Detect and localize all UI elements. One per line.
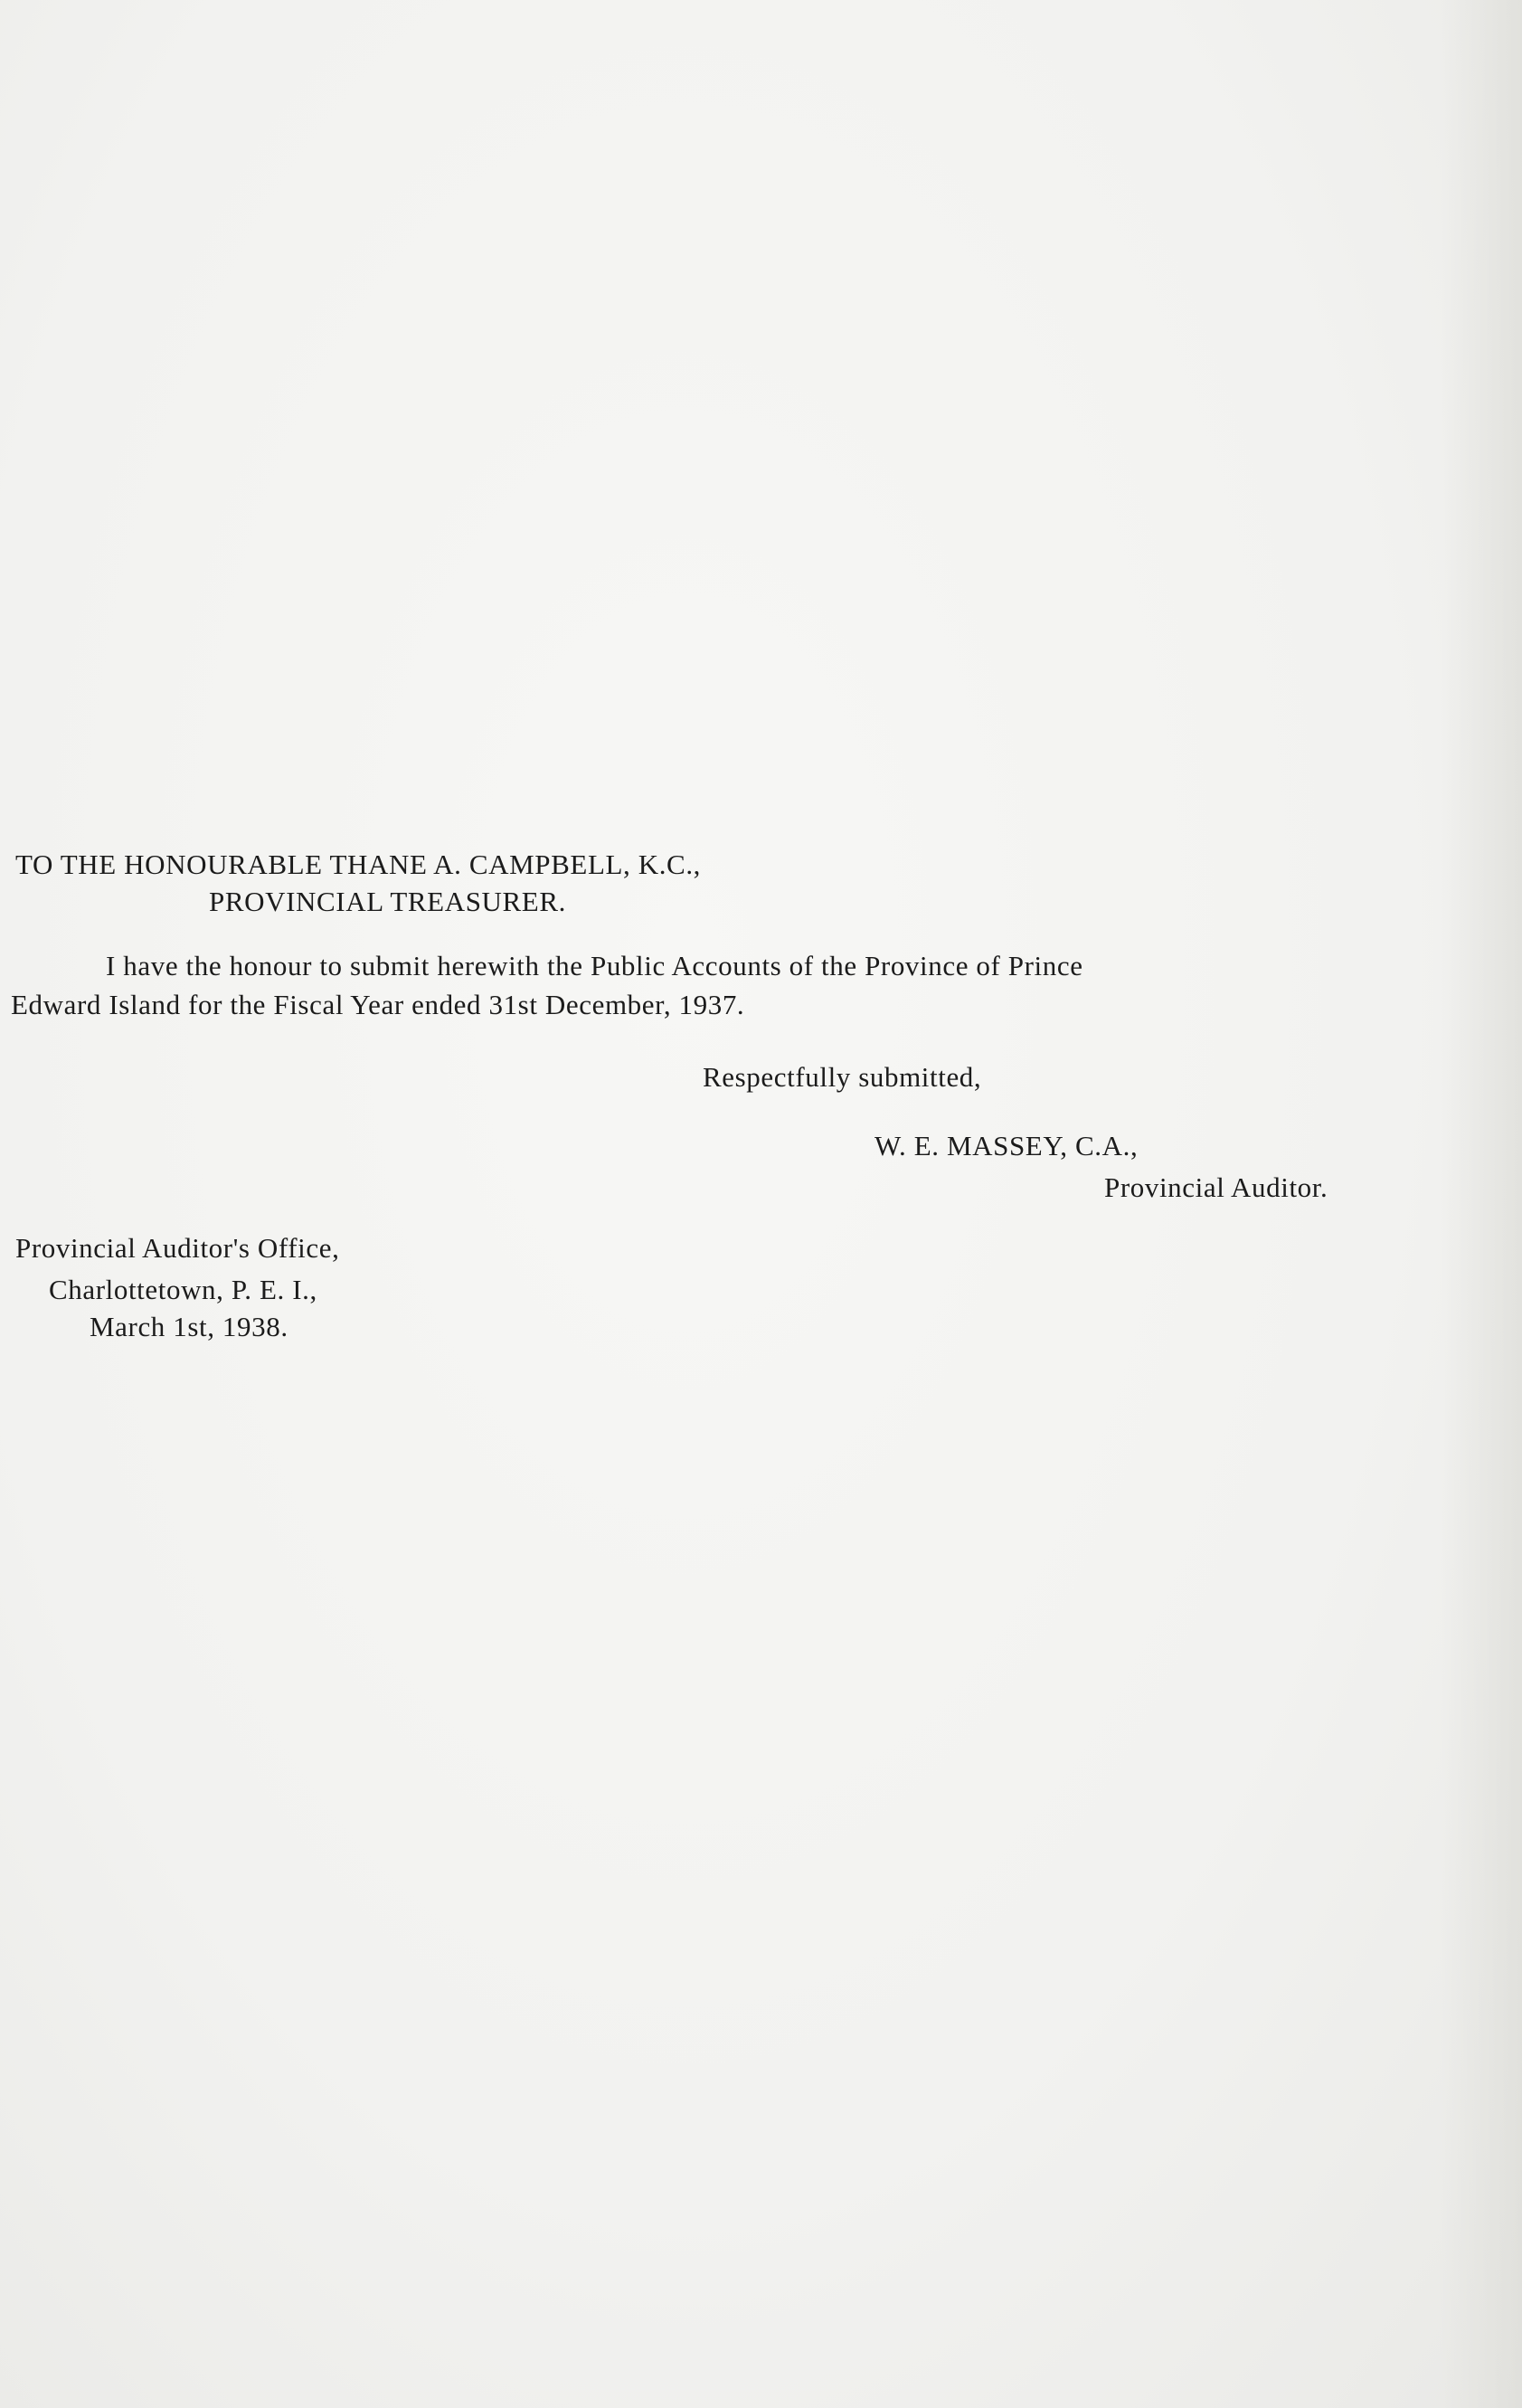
addressee-line-1: TO THE HONOURABLE THANE A. CAMPBELL, K.C., — [15, 848, 702, 880]
office-line-2: Charlottetown, P. E. I., — [49, 1274, 317, 1305]
office-line-1: Provincial Auditor's Office, — [15, 1232, 340, 1264]
signer-title: Provincial Auditor. — [1104, 1171, 1328, 1203]
signer-name: W. E. MASSEY, C.A., — [874, 1130, 1139, 1161]
body-line-2: Edward Island for the Fiscal Year ended 31st December, 1937. — [11, 989, 745, 1020]
page-edge-shading — [1441, 0, 1522, 2408]
body-line-1: I have the honour to submit herewith the Public Accounts of the Province of Prince — [106, 950, 1083, 981]
addressee-line-2: PROVINCIAL TREASURER. — [209, 886, 566, 917]
closing-line: Respectfully submitted, — [703, 1061, 982, 1093]
office-date: March 1st, 1938. — [90, 1311, 288, 1342]
